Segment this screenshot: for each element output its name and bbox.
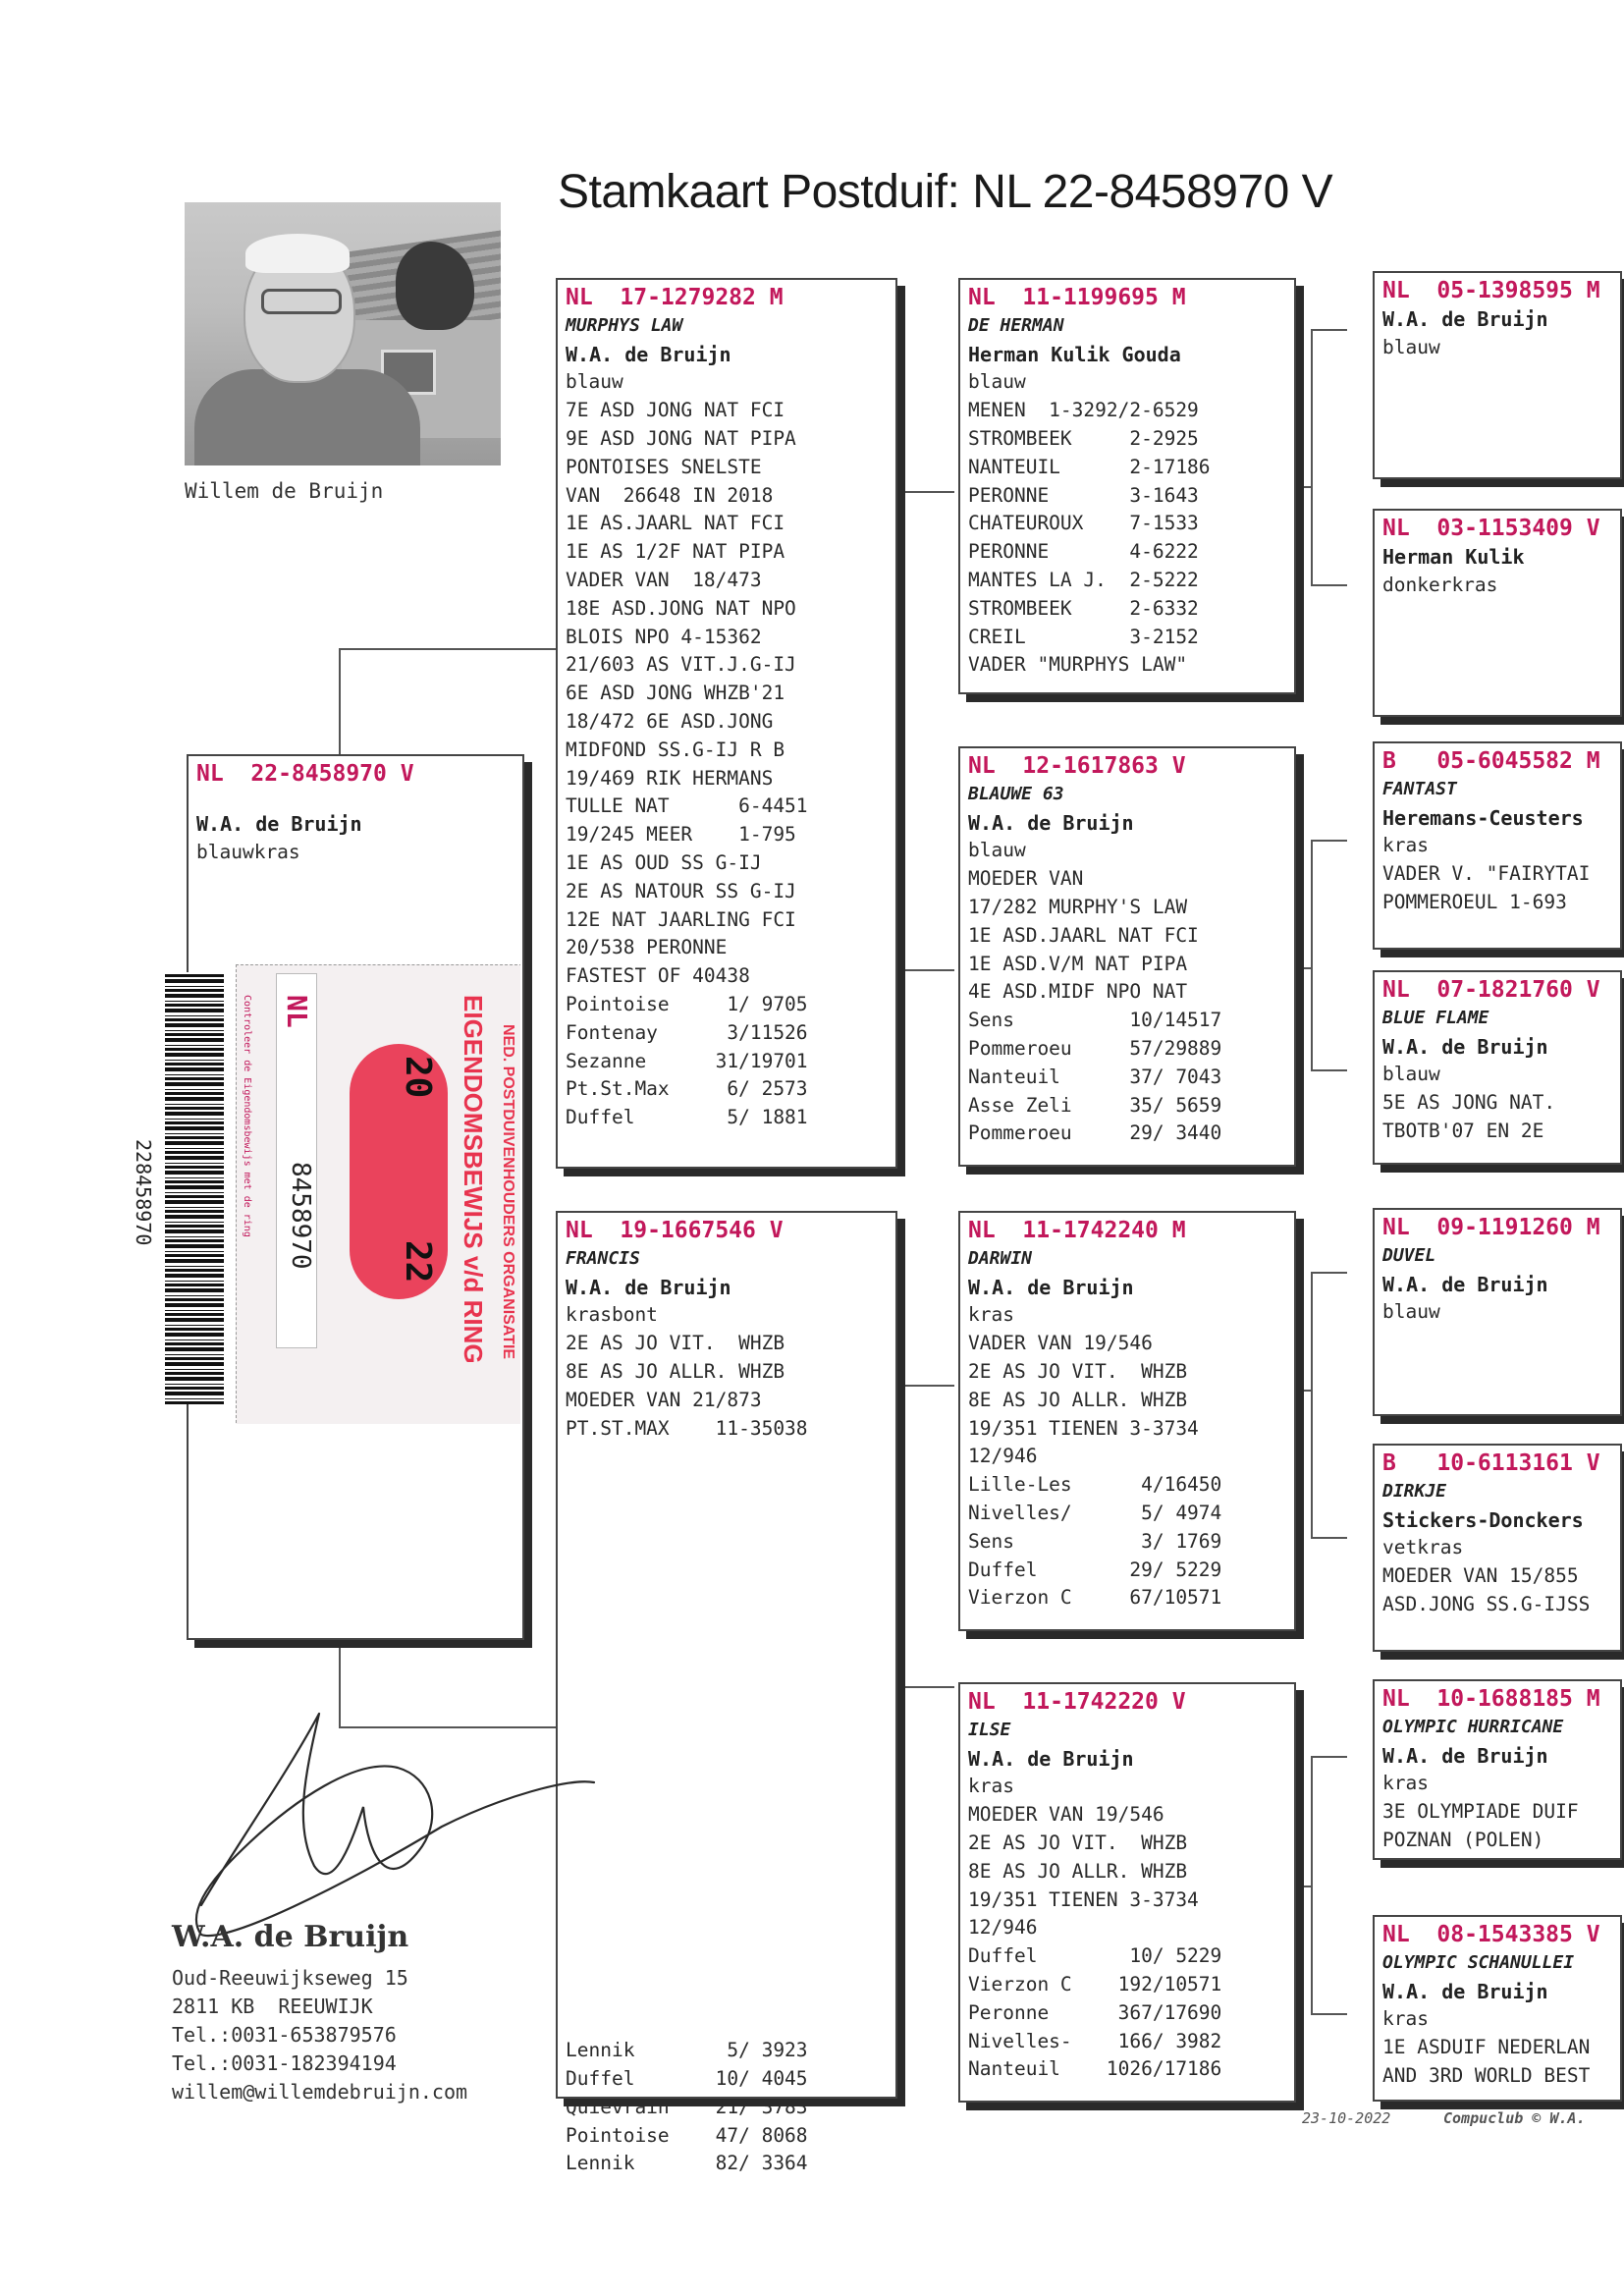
fm-detail-line: Nanteuil 37/ 7043: [968, 1065, 1222, 1088]
father-detail-line: 1E AS.JAARL NAT FCI: [566, 512, 785, 535]
mmm-detail-line: 1E ASDUIF NEDERLAN: [1382, 2036, 1591, 2059]
fm-detail-line: 1E ASD.V/M NAT PIPA: [968, 952, 1188, 975]
fm-detail-line: 4E ASD.MIDF NPO NAT: [968, 980, 1188, 1004]
mff-owner: W.A. de Bruijn: [1382, 1272, 1548, 1296]
mff-card: [1373, 1208, 1622, 1416]
fm-detail-line: Pommeroeu 57/29889: [968, 1036, 1222, 1060]
fff-owner: W.A. de Bruijn: [1382, 306, 1548, 331]
connector-fm-link: [1294, 967, 1312, 971]
mother-detail-line: [566, 1471, 888, 1500]
father-detail-line: Duffel 5/ 1881: [566, 1106, 808, 1129]
fmf-card: [1373, 741, 1622, 950]
ff-detail-line: CREIL 3-2152: [968, 625, 1199, 648]
mf-detail-line: Vierzon C 67/10571: [968, 1586, 1222, 1610]
father-ring: NL 17-1279282 M: [566, 285, 784, 310]
mf-detail-line: Nivelles/ 5/ 4974: [968, 1501, 1222, 1524]
mm-detail-line: MOEDER VAN 19/546: [968, 1803, 1164, 1827]
fm-ring: NL 12-1617863 V: [968, 753, 1186, 779]
breeder-tel1: Tel.:0031-653879576: [172, 2023, 397, 2047]
footer-date: 23-10-2022: [1302, 2109, 1391, 2127]
mf-detail-line: VADER VAN 19/546: [968, 1332, 1153, 1355]
mf-detail-line: 19/351 TIENEN 3-3734: [968, 1416, 1199, 1440]
fmf-ring: B 05-6045582 M: [1382, 748, 1600, 774]
mfm-card: [1373, 1444, 1622, 1652]
fmf-detail-line: VADER V. "FAIRYTAI: [1382, 862, 1591, 886]
ffm-ring: NL 03-1153409 V: [1382, 516, 1600, 541]
mother-detail-line: Lennik 82/ 3364: [566, 2152, 808, 2175]
father-detail-line: Pointoise 1/ 9705: [566, 992, 808, 1015]
father-detail-line: FASTEST OF 40438: [566, 964, 750, 988]
mf-name: DARWIN: [968, 1247, 1033, 1269]
ownership-org: NED. POSTDUIVENHOUDERS ORGANISATIE: [500, 1024, 516, 1360]
ff-card: [958, 278, 1296, 694]
fff-card: [1373, 271, 1622, 479]
mm-detail-line: Duffel 10/ 5229: [968, 1944, 1222, 1968]
mf-detail-line: Sens 3/ 1769: [968, 1529, 1222, 1553]
connector-father-split: [898, 491, 954, 971]
mother-detail-line: [566, 1839, 888, 1868]
connector-father: [339, 648, 559, 758]
ff-detail-line: MENEN 1-3292/2-6529: [968, 399, 1199, 422]
connector-mf-link: [1294, 1390, 1312, 1394]
father-detail-line: 9E ASD JONG NAT PIPA: [566, 426, 796, 450]
fm-detail-line: blauw: [968, 839, 1026, 862]
mother-detail-line: [566, 1782, 888, 1811]
fm-name: BLAUWE 63: [968, 783, 1064, 804]
mf-owner: W.A. de Bruijn: [968, 1275, 1134, 1299]
father-name: MURPHYS LAW: [566, 314, 683, 336]
ffm-owner: Herman Kulik: [1382, 544, 1525, 569]
mother-detail-line: Quievrain 21/ 3783: [566, 2095, 808, 2118]
breeder-address-block: [172, 1964, 467, 2106]
father-detail-line: Fontenay 3/11526: [566, 1020, 808, 1044]
mother-detail-line: [566, 1811, 888, 1839]
breeder-address: Oud-Reeuwijkseweg 15: [172, 1966, 408, 1990]
mf-detail-line: Duffel 29/ 5229: [968, 1558, 1222, 1581]
mf-detail-line: 2E AS JO VIT. WHZB: [968, 1359, 1188, 1383]
ff-detail-line: MANTES LA J. 2-5222: [968, 568, 1199, 591]
mm-card: [958, 1682, 1296, 2103]
mmf-detail-line: 3E OLYMPIADE DUIF: [1382, 1800, 1579, 1824]
mm-detail-line: kras: [968, 1775, 1014, 1798]
mmf-detail-line: POZNAN (POLEN): [1382, 1828, 1544, 1851]
fmf-detail-line: POMMEROEUL 1-693: [1382, 890, 1567, 913]
mother-detail-line: [566, 2008, 888, 2037]
mother-detail-line: [566, 1613, 888, 1641]
fmm-detail-line: TBOTB'07 EN 2E: [1382, 1119, 1544, 1142]
ff-detail-line: blauw: [968, 370, 1026, 394]
subject-color: blauwkras: [196, 840, 300, 863]
ff-owner: Herman Kulik Gouda: [968, 342, 1181, 366]
mother-detail-line: krasbont: [566, 1303, 658, 1327]
father-detail-line: 21/603 AS VIT.J.G-IJ: [566, 653, 796, 677]
father-detail-line: 7E ASD JONG NAT FCI: [566, 399, 785, 422]
ff-ring: NL 11-1199695 M: [968, 285, 1186, 310]
mother-detail-line: [566, 1500, 888, 1528]
mother-owner: W.A. de Bruijn: [566, 1275, 731, 1299]
mother-detail-line: [566, 1867, 888, 1895]
mother-detail-line: [566, 1981, 888, 2009]
ff-name: DE HERMAN: [968, 314, 1064, 336]
father-detail-line: 2E AS NATOUR SS G-IJ: [566, 879, 796, 902]
connector-mf: [1311, 1272, 1347, 1539]
ring-ownership-card: [236, 964, 520, 1424]
ffm-card: [1373, 509, 1622, 717]
mf-card: [958, 1211, 1296, 1631]
father-detail-line: 1E AS OUD SS G-IJ: [566, 850, 762, 874]
mm-detail-line: 12/946: [968, 1916, 1038, 1940]
mfm-detail-line: MOEDER VAN 15/855: [1382, 1564, 1579, 1588]
fm-detail-line: Pommeroeu 29/ 3440: [968, 1121, 1222, 1145]
mother-detail-line: [566, 1443, 888, 1471]
mother-detail-line: [566, 1641, 888, 1669]
mother-detail-line: [566, 1584, 888, 1613]
fm-detail-line: MOEDER VAN: [968, 867, 1084, 891]
fmm-ring: NL 07-1821760 V: [1382, 977, 1600, 1003]
mff-detail-line: blauw: [1382, 1300, 1440, 1324]
father-detail-line: 19/245 MEER 1-795: [566, 823, 796, 847]
ff-detail-line: PERONNE 4-6222: [968, 540, 1199, 564]
breeder-email[interactable]: willem@willemdebruijn.com: [172, 2080, 468, 2104]
mfm-owner: Stickers-Donckers: [1382, 1507, 1584, 1532]
mm-ring: NL 11-1742220 V: [968, 1689, 1186, 1715]
fmm-detail-line: blauw: [1382, 1063, 1440, 1086]
breeder-tel2: Tel.:0031-182394194: [172, 2051, 397, 2075]
mm-detail-line: Peronne 367/17690: [968, 2000, 1222, 2024]
mother-detail-line: Lennik 5/ 3923: [566, 2039, 808, 2062]
barcode: [165, 972, 224, 1404]
mfm-ring: B 10-6113161 V: [1382, 1450, 1600, 1476]
mmf-card: [1373, 1679, 1622, 1860]
ff-detail-line: PERONNE 3-1643: [968, 483, 1199, 507]
connector-ff-link: [1294, 486, 1312, 490]
mother-detail-line: [566, 1528, 888, 1557]
mother-detail-line: Pointoise 47/ 8068: [566, 2123, 808, 2147]
fff-detail-line: blauw: [1382, 335, 1440, 358]
fm-detail-line: Asse Zeli 35/ 5659: [968, 1093, 1222, 1117]
ff-detail-line: CHATEUROUX 7-1533: [968, 512, 1199, 535]
mf-ring: NL 11-1742240 M: [968, 1218, 1186, 1243]
ffm-detail-line: donkerkras: [1382, 573, 1498, 596]
owner-photo: [185, 202, 501, 465]
mm-detail-line: 8E AS JO ALLR. WHZB: [968, 1859, 1188, 1883]
father-detail-line: TULLE NAT 6-4451: [566, 794, 808, 818]
fmf-detail-line: kras: [1382, 834, 1429, 857]
father-detail-line: Pt.St.Max 6/ 2573: [566, 1077, 808, 1101]
father-detail-line: 6E ASD JONG WHZB'21: [566, 682, 785, 705]
mother-detail-line: MOEDER VAN 21/873: [566, 1388, 762, 1411]
ff-detail-line: STROMBEEK 2-6332: [968, 596, 1199, 620]
mother-detail-line: 8E AS JO ALLR. WHZB: [566, 1359, 785, 1383]
ownership-note: Controleer de Eigendomsbewijs met de ring: [242, 995, 252, 1237]
mmm-owner: W.A. de Bruijn: [1382, 1979, 1548, 2003]
subject-ring: NL 22-8458970 V: [196, 761, 414, 787]
father-detail-line: 12E NAT JAARLING FCI: [566, 907, 796, 931]
mother-detail-line: Duffel 10/ 4045: [566, 2066, 808, 2090]
fm-detail-line: 1E ASD.JAARL NAT FCI: [968, 923, 1199, 947]
mother-detail-line: [566, 1669, 888, 1698]
connector-mother-split: [898, 1385, 954, 1688]
father-detail-line: BLOIS NPO 4-15362: [566, 625, 762, 648]
mother-card: [556, 1211, 897, 2175]
mother-detail-line: [566, 1895, 888, 1924]
mmm-name: OLYMPIC SCHANULLEI: [1382, 1951, 1575, 1973]
father-detail-line: 1E AS 1/2F NAT PIPA: [566, 540, 785, 564]
footer-software: Compuclub © W.A.: [1443, 2109, 1586, 2127]
mother-detail-line: [566, 1924, 888, 1952]
fmf-owner: Heremans-Ceusters: [1382, 805, 1584, 830]
fmm-name: BLUE FLAME: [1382, 1007, 1489, 1028]
mother-detail-line: [566, 1754, 888, 1782]
mmf-owner: W.A. de Bruijn: [1382, 1743, 1548, 1768]
handwritten-signature: [147, 1709, 599, 1944]
ff-detail-line: NANTEUIL 2-17186: [968, 455, 1211, 478]
father-detail-line: Sezanne 31/19701: [566, 1049, 808, 1072]
mother-detail-line: [566, 1725, 888, 1754]
father-detail-line: PONTOISES SNELSTE: [566, 455, 762, 478]
ring-year-a: 20: [398, 1056, 438, 1099]
ring-country: NL: [281, 995, 313, 1028]
mm-detail-line: 2E AS JO VIT. WHZB: [968, 1831, 1188, 1854]
mf-detail-line: 8E AS JO ALLR. WHZB: [968, 1388, 1188, 1411]
mm-detail-line: Vierzon C 192/10571: [968, 1972, 1222, 1995]
mother-detail-line: [566, 1557, 888, 1585]
father-card: [556, 278, 897, 1169]
mm-owner: W.A. de Bruijn: [968, 1746, 1134, 1771]
mfm-detail-line: vetkras: [1382, 1536, 1464, 1559]
owner-caption: Willem de Bruijn: [185, 479, 384, 503]
father-detail-line: VADER VAN 18/473: [566, 568, 762, 591]
fmf-name: FANTAST: [1382, 778, 1457, 799]
mmm-card: [1373, 1915, 1622, 2102]
mm-detail-line: Nanteuil 1026/17186: [968, 2057, 1222, 2081]
fff-ring: NL 05-1398595 M: [1382, 278, 1600, 303]
mother-detail-line: [566, 1698, 888, 1726]
page-title: Stamkaart Postduif: NL 22-8458970 V: [558, 166, 1333, 218]
connector-mm-link: [1294, 1886, 1312, 1889]
mother-ring: NL 19-1667546 V: [566, 1218, 784, 1243]
fm-detail-line: 17/282 MURPHY'S LAW: [968, 895, 1188, 918]
mmf-name: OLYMPIC HURRICANE: [1382, 1716, 1564, 1737]
father-detail-line: VAN 26648 IN 2018: [566, 483, 774, 507]
mother-detail-line: PT.ST.MAX 11-35038: [566, 1416, 808, 1440]
mf-detail-line: 12/946: [968, 1445, 1038, 1468]
father-detail-line: 18/472 6E ASD.JONG: [566, 709, 774, 733]
mmm-detail-line: kras: [1382, 2007, 1429, 2031]
ring-year-b: 22: [398, 1240, 438, 1284]
mff-ring: NL 09-1191260 M: [1382, 1215, 1600, 1240]
fmm-detail-line: 5E AS JONG NAT.: [1382, 1091, 1556, 1115]
breeder-name: W.A. de Bruijn: [172, 1920, 409, 1954]
connector-ff: [1311, 329, 1347, 586]
mm-detail-line: Nivelles- 166/ 3982: [968, 2029, 1222, 2052]
mmf-ring: NL 10-1688185 M: [1382, 1686, 1600, 1712]
mff-name: DUVEL: [1382, 1244, 1436, 1266]
mfm-name: DIRKJE: [1382, 1480, 1447, 1502]
mfm-detail-line: ASD.JONG SS.G-IJSS: [1382, 1592, 1591, 1615]
mmm-ring: NL 08-1543385 V: [1382, 1922, 1600, 1947]
mmf-detail-line: kras: [1382, 1772, 1429, 1795]
mother-name: FRANCIS: [566, 1247, 640, 1269]
fm-detail-line: Sens 10/14517: [968, 1009, 1222, 1032]
ff-detail-line: STROMBEEK 2-2925: [968, 426, 1199, 450]
ff-detail-line: VADER "MURPHYS LAW": [968, 653, 1188, 677]
connector-fm: [1311, 840, 1347, 1071]
mmm-detail-line: AND 3RD WORLD BEST: [1382, 2063, 1591, 2087]
connector-mm: [1311, 1756, 1347, 2015]
mf-detail-line: Lille-Les 4/16450: [968, 1473, 1222, 1497]
subject-owner: W.A. de Bruijn: [196, 811, 362, 836]
mother-detail-line: 2E AS JO VIT. WHZB: [566, 1332, 785, 1355]
barcode-number: 228458970: [132, 1139, 155, 1246]
father-detail-line: 18E ASD.JONG NAT NPO: [566, 596, 796, 620]
fm-owner: W.A. de Bruijn: [968, 810, 1134, 835]
mf-detail-line: kras: [968, 1303, 1014, 1327]
fmm-card: [1373, 970, 1622, 1165]
fm-card: [958, 746, 1296, 1167]
mm-detail-line: 19/351 TIENEN 3-3734: [968, 1887, 1199, 1911]
mother-detail-line: [566, 1952, 888, 1981]
father-detail-line: 20/538 PERONNE: [566, 936, 728, 959]
father-detail-line: MIDFOND SS.G-IJ R B: [566, 738, 785, 761]
father-detail-line: 19/469 RIK HERMANS: [566, 766, 774, 790]
ring-number: 8458970: [286, 1162, 315, 1270]
breeder-city: 2811 KB REEUWIJK: [172, 1995, 373, 2018]
ownership-doc-title: EIGENDOMSBEWIJS v/d RING: [459, 995, 488, 1364]
fmm-owner: W.A. de Bruijn: [1382, 1034, 1548, 1059]
father-owner: W.A. de Bruijn: [566, 342, 731, 366]
father-detail-line: blauw: [566, 370, 623, 394]
mm-name: ILSE: [968, 1719, 1011, 1740]
